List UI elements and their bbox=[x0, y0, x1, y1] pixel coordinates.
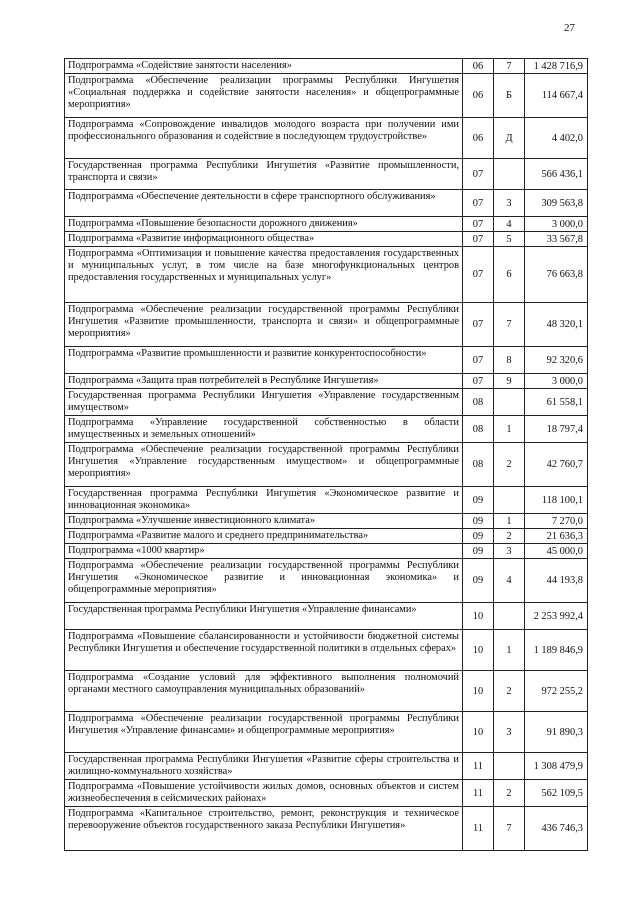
subprogram-code-cell: 3 bbox=[494, 544, 525, 559]
program-code-cell: 07 bbox=[463, 159, 494, 190]
program-name-cell: Подпрограмма «1000 квартир» bbox=[65, 544, 463, 559]
subprogram-code-cell bbox=[494, 389, 525, 416]
program-name-cell: Государственная программа Республики Ингушетия «Управление государственным имуществом» bbox=[65, 389, 463, 416]
table-row bbox=[65, 159, 588, 190]
program-code-cell: 11 bbox=[463, 780, 494, 807]
table-row bbox=[65, 416, 588, 443]
amount-cell: 114 667,4 bbox=[525, 74, 588, 118]
program-name-cell: Подпрограмма «Развитие информационного общества» bbox=[65, 232, 463, 247]
program-name-cell: Подпрограмма «Обеспечение деятельности в сфере транспортного обслуживания» bbox=[65, 190, 463, 217]
table-row bbox=[65, 630, 588, 671]
program-name-cell: Государственная программа Республики Ингушетия «Управление финансами» bbox=[65, 603, 463, 630]
budget-table bbox=[64, 58, 588, 851]
amount-cell: 91 890,3 bbox=[525, 712, 588, 753]
program-name-cell: Подпрограмма «Обеспечение реализации государственной программы Республики Ингушетия «Развитие промышленности, транспорта и связи» и общепрограммные мероприятия» bbox=[65, 303, 463, 347]
program-code-cell: 07 bbox=[463, 232, 494, 247]
program-code-cell: 10 bbox=[463, 671, 494, 712]
program-name-cell: Подпрограмма «Оптимизация и повышение качества предоставления государственных и муниципальных услуг, в том числе на базе многофункциональных центров предоставления государственных и муниципальных услуг» bbox=[65, 247, 463, 303]
program-code-cell: 11 bbox=[463, 807, 494, 851]
program-name-cell: Подпрограмма «Развитие малого и среднего предпринимательства» bbox=[65, 529, 463, 544]
program-code-cell: 06 bbox=[463, 59, 494, 74]
program-name-cell: Подпрограмма «Обеспечение реализации государственной программы Республики Ингушетия «Экономическое развитие и инновационная экономика» и общепрограммные мероприятия» bbox=[65, 559, 463, 603]
amount-cell: 3 000,0 bbox=[525, 217, 588, 232]
program-code-cell: 11 bbox=[463, 753, 494, 780]
amount-cell: 118 100,1 bbox=[525, 487, 588, 514]
subprogram-code-cell: 4 bbox=[494, 559, 525, 603]
program-name-cell: Подпрограмма «Повышение сбалансированности и устойчивости бюджетной системы Республики Ингушетия и обеспечение государственной политики в отдельных сферах» bbox=[65, 630, 463, 671]
subprogram-code-cell bbox=[494, 159, 525, 190]
program-code-cell: 07 bbox=[463, 374, 494, 389]
table-row bbox=[65, 190, 588, 217]
table-row bbox=[65, 671, 588, 712]
amount-cell: 45 000,0 bbox=[525, 544, 588, 559]
amount-cell: 436 746,3 bbox=[525, 807, 588, 851]
program-code-cell: 08 bbox=[463, 416, 494, 443]
subprogram-code-cell: 8 bbox=[494, 347, 525, 374]
table-row bbox=[65, 529, 588, 544]
subprogram-code-cell bbox=[494, 753, 525, 780]
table-row bbox=[65, 374, 588, 389]
amount-cell: 3 000,0 bbox=[525, 374, 588, 389]
table-row bbox=[65, 712, 588, 753]
subprogram-code-cell: 9 bbox=[494, 374, 525, 389]
amount-cell: 972 255,2 bbox=[525, 671, 588, 712]
amount-cell: 18 797,4 bbox=[525, 416, 588, 443]
program-code-cell: 08 bbox=[463, 443, 494, 487]
subprogram-code-cell: 3 bbox=[494, 712, 525, 753]
amount-cell: 1 308 479,9 bbox=[525, 753, 588, 780]
program-name-cell: Подпрограмма «Создание условий для эффективного выполнения полномочий органами местного самоуправления муниципальных образований» bbox=[65, 671, 463, 712]
program-code-cell: 09 bbox=[463, 544, 494, 559]
subprogram-code-cell: 2 bbox=[494, 529, 525, 544]
program-code-cell: 07 bbox=[463, 247, 494, 303]
subprogram-code-cell: 1 bbox=[494, 630, 525, 671]
table-row bbox=[65, 544, 588, 559]
program-name-cell: Государственная программа Республики Ингушетия «Экономическое развитие и инновационная экономика» bbox=[65, 487, 463, 514]
program-name-cell: Подпрограмма «Обеспечение реализации государственной программы Республики Ингушетия «Управление государственным имуществом» и общепрограммные мероприятия» bbox=[65, 443, 463, 487]
table-row bbox=[65, 232, 588, 247]
amount-cell: 92 320,6 bbox=[525, 347, 588, 374]
table-row bbox=[65, 780, 588, 807]
table-row bbox=[65, 807, 588, 851]
program-name-cell: Подпрограмма «Капитальное строительство, ремонт, реконструкция и техническое перевооружение объектов государственного заказа Республики Ингушетия» bbox=[65, 807, 463, 851]
amount-cell: 21 636,3 bbox=[525, 529, 588, 544]
program-name-cell: Подпрограмма «Защита прав потребителей в Республике Ингушетия» bbox=[65, 374, 463, 389]
subprogram-code-cell: 7 bbox=[494, 59, 525, 74]
program-name-cell: Подпрограмма «Обеспечение реализации программы Республики Ингушетия «Социальная поддержка и содействие занятости населения» и общепрограммные мероприятия» bbox=[65, 74, 463, 118]
program-code-cell: 06 bbox=[463, 118, 494, 159]
subprogram-code-cell: 2 bbox=[494, 443, 525, 487]
table-row bbox=[65, 118, 588, 159]
table-row bbox=[65, 514, 588, 529]
amount-cell: 44 193,8 bbox=[525, 559, 588, 603]
table-row bbox=[65, 559, 588, 603]
subprogram-code-cell: Д bbox=[494, 118, 525, 159]
amount-cell: 566 436,1 bbox=[525, 159, 588, 190]
table-row bbox=[65, 487, 588, 514]
subprogram-code-cell: 5 bbox=[494, 232, 525, 247]
amount-cell: 1 189 846,9 bbox=[525, 630, 588, 671]
page-number: 27 bbox=[564, 22, 575, 34]
program-name-cell: Подпрограмма «Сопровождение инвалидов молодого возраста при получении ими профессионального образования и содействие в последующем трудоустройстве» bbox=[65, 118, 463, 159]
table-row bbox=[65, 247, 588, 303]
amount-cell: 76 663,8 bbox=[525, 247, 588, 303]
table-row bbox=[65, 59, 588, 74]
program-code-cell: 07 bbox=[463, 347, 494, 374]
table-row bbox=[65, 74, 588, 118]
amount-cell: 4 402,0 bbox=[525, 118, 588, 159]
amount-cell: 7 270,0 bbox=[525, 514, 588, 529]
table-body bbox=[65, 59, 588, 851]
amount-cell: 33 567,8 bbox=[525, 232, 588, 247]
program-name-cell: Подпрограмма «Улучшение инвестиционного климата» bbox=[65, 514, 463, 529]
program-code-cell: 07 bbox=[463, 190, 494, 217]
subprogram-code-cell: 6 bbox=[494, 247, 525, 303]
amount-cell: 309 563,8 bbox=[525, 190, 588, 217]
subprogram-code-cell: Б bbox=[494, 74, 525, 118]
program-code-cell: 09 bbox=[463, 559, 494, 603]
program-name-cell: Подпрограмма «Содействие занятости населения» bbox=[65, 59, 463, 74]
program-code-cell: 10 bbox=[463, 630, 494, 671]
subprogram-code-cell: 7 bbox=[494, 303, 525, 347]
subprogram-code-cell bbox=[494, 603, 525, 630]
program-name-cell: Подпрограмма «Развитие промышленности и развитие конкурентоспособности» bbox=[65, 347, 463, 374]
program-name-cell: Государственная программа Республики Ингушетия «Развитие промышленности, транспорта и связи» bbox=[65, 159, 463, 190]
program-code-cell: 07 bbox=[463, 217, 494, 232]
subprogram-code-cell: 7 bbox=[494, 807, 525, 851]
subprogram-code-cell: 1 bbox=[494, 416, 525, 443]
table-row bbox=[65, 303, 588, 347]
subprogram-code-cell bbox=[494, 487, 525, 514]
program-name-cell: Подпрограмма «Повышение безопасности дорожного движения» bbox=[65, 217, 463, 232]
table-row bbox=[65, 603, 588, 630]
table-row bbox=[65, 443, 588, 487]
table-row bbox=[65, 389, 588, 416]
subprogram-code-cell: 2 bbox=[494, 671, 525, 712]
program-code-cell: 07 bbox=[463, 303, 494, 347]
subprogram-code-cell: 1 bbox=[494, 514, 525, 529]
table-row bbox=[65, 347, 588, 374]
program-name-cell: Подпрограмма «Управление государственной собственностью в области имущественных и земельных отношений» bbox=[65, 416, 463, 443]
amount-cell: 1 428 716,9 bbox=[525, 59, 588, 74]
table-row bbox=[65, 753, 588, 780]
amount-cell: 48 320,1 bbox=[525, 303, 588, 347]
program-code-cell: 06 bbox=[463, 74, 494, 118]
amount-cell: 42 760,7 bbox=[525, 443, 588, 487]
amount-cell: 2 253 992,4 bbox=[525, 603, 588, 630]
subprogram-code-cell: 4 bbox=[494, 217, 525, 232]
subprogram-code-cell: 2 bbox=[494, 780, 525, 807]
program-name-cell: Государственная программа Республики Ингушетия «Развитие сферы строительства и жилищно-коммунального хозяйства» bbox=[65, 753, 463, 780]
amount-cell: 61 558,1 bbox=[525, 389, 588, 416]
program-code-cell: 09 bbox=[463, 487, 494, 514]
program-code-cell: 10 bbox=[463, 712, 494, 753]
program-name-cell: Подпрограмма «Обеспечение реализации государственной программы Республики Ингушетия «Управление финансами» и общепрограммные мероприятия» bbox=[65, 712, 463, 753]
program-code-cell: 09 bbox=[463, 514, 494, 529]
table-row bbox=[65, 217, 588, 232]
subprogram-code-cell: 3 bbox=[494, 190, 525, 217]
amount-cell: 562 109,5 bbox=[525, 780, 588, 807]
program-code-cell: 10 bbox=[463, 603, 494, 630]
program-code-cell: 08 bbox=[463, 389, 494, 416]
program-name-cell: Подпрограмма «Повышение устойчивости жилых домов, основных объектов и систем жизнеобеспечения в сейсмических районах» bbox=[65, 780, 463, 807]
program-code-cell: 09 bbox=[463, 529, 494, 544]
